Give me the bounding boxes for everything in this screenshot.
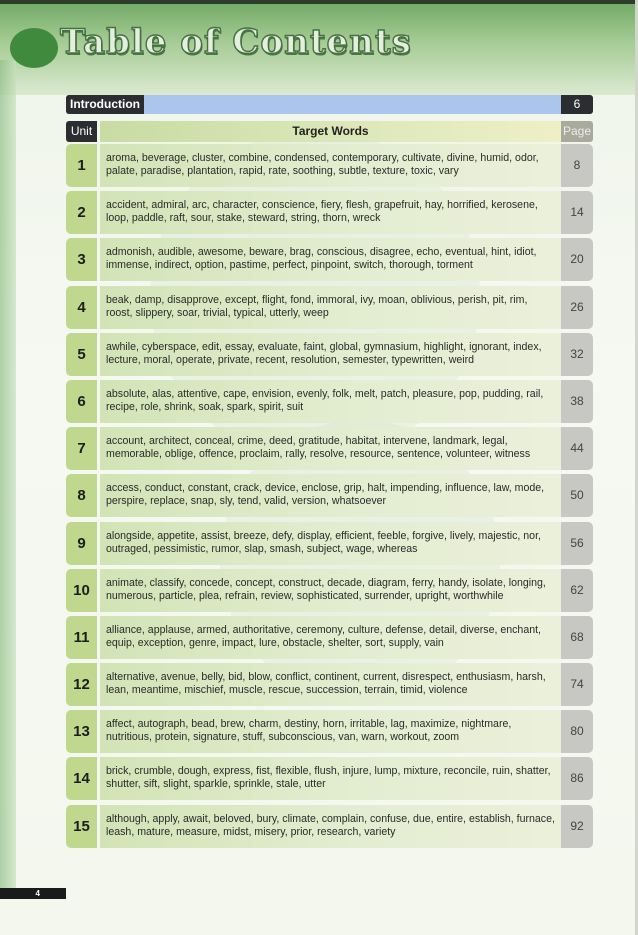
unit-number: 7	[66, 427, 97, 470]
unit-number: 2	[66, 191, 97, 234]
page-number: 32	[561, 333, 593, 376]
page-number: 14	[561, 191, 593, 234]
introduction-page: 6	[561, 95, 593, 114]
unit-number: 3	[66, 238, 97, 281]
target-words: alliance, applause, armed, authoritative, ceremony, culture, defense, detail, diverse, enchant, equip, exception, genre, impact, lure, obstacle, shelter, sort, supply, vain	[100, 616, 561, 659]
target-words: although, apply, await, beloved, bury, climate, complain, confuse, due, entire, establish, furnace, leash, mature, measure, midst, misery, prior, research, variety	[100, 805, 561, 848]
target-words: affect, autograph, bead, brew, charm, destiny, horn, irritable, lag, maximize, nightmare, nutritious, protein, signature, stuff, subconscious, van, warn, workout, zoom	[100, 710, 561, 753]
table-row	[66, 710, 593, 753]
table-row	[66, 616, 593, 659]
page-number: 44	[561, 427, 593, 470]
top-rule	[0, 0, 638, 4]
table-row	[66, 286, 593, 329]
unit-list	[66, 144, 593, 852]
table-row	[66, 663, 593, 706]
page-number: 62	[561, 569, 593, 612]
table-row	[66, 238, 593, 281]
target-words: brick, crumble, dough, express, fist, flexible, flush, injure, lump, mixture, reconcile, ruin, shatter, shutter, sift, slight, sparkle, sprinkle, stale, utter	[100, 757, 561, 800]
unit-number: 11	[66, 616, 97, 659]
unit-number: 15	[66, 805, 97, 848]
unit-number: 5	[66, 333, 97, 376]
page-number: 8	[561, 144, 593, 187]
header-target-words: Target Words	[100, 121, 561, 142]
page-number: 68	[561, 616, 593, 659]
unit-number: 12	[66, 663, 97, 706]
table-header	[66, 121, 593, 142]
table-row	[66, 569, 593, 612]
introduction-label: Introduction	[66, 95, 144, 114]
target-words: alternative, avenue, belly, bid, blow, conflict, continent, current, disrespect, enthusiasm, harsh, lean, meantime, mischief, muscle, rescue, succession, terrain, timid, violence	[100, 663, 561, 706]
target-words: awhile, cyberspace, edit, essay, evaluate, faint, global, gymnasium, highlight, ignorant, index, lecture, moral, operate, private, recent, resolution, semester, typewritten, weird	[100, 333, 561, 376]
unit-number: 9	[66, 522, 97, 565]
page-number: 38	[561, 380, 593, 423]
page-number: 20	[561, 238, 593, 281]
target-words: alongside, appetite, assist, breeze, defy, display, efficient, feeble, forgive, lively, majestic, nor, outraged, pessimistic, rumor, slap, smash, subject, wage, whereas	[100, 522, 561, 565]
table-row	[66, 474, 593, 517]
unit-number: 10	[66, 569, 97, 612]
introduction-row	[66, 95, 593, 114]
table-row	[66, 144, 593, 187]
page-number: 86	[561, 757, 593, 800]
target-words: access, conduct, constant, crack, device, enclose, grip, halt, impending, influence, law, mode, perspire, replace, snap, sly, tend, valid, version, whatsoever	[100, 474, 561, 517]
target-words: beak, damp, disapprove, except, flight, fond, immoral, ivy, moan, oblivious, perish, pit, rim, roost, slippery, soar, trivial, typical, utterly, weep	[100, 286, 561, 329]
page-number: 80	[561, 710, 593, 753]
page-title: Table of Contents	[60, 22, 412, 62]
unit-number: 14	[66, 757, 97, 800]
folio-page-number: 4	[0, 888, 66, 899]
title-ornament	[10, 28, 58, 68]
target-words: absolute, alas, attentive, cape, envision, evenly, folk, melt, patch, pleasure, pop, pudding, rail, recipe, role, shrink, soak, spark, spirit, suit	[100, 380, 561, 423]
table-row	[66, 757, 593, 800]
page-number: 50	[561, 474, 593, 517]
target-words: admonish, audible, awesome, beware, brag, conscious, disagree, echo, eventual, hint, idiot, immense, indirect, option, pastime, perfect, pinpoint, switch, thorough, torment	[100, 238, 561, 281]
page-number: 74	[561, 663, 593, 706]
unit-number: 1	[66, 144, 97, 187]
unit-number: 8	[66, 474, 97, 517]
unit-number: 6	[66, 380, 97, 423]
target-words: animate, classify, concede, concept, construct, decade, diagram, ferry, handy, isolate, longing, numerous, particle, plea, refrain, review, sophisticated, surrender, upright, worthwhile	[100, 569, 561, 612]
target-words: account, architect, conceal, crime, deed, gratitude, habitat, intervene, landmark, legal, memorable, oblige, offence, proclaim, rally, resolve, resource, sentence, volunteer, witness	[100, 427, 561, 470]
table-row	[66, 191, 593, 234]
header-page: Page	[561, 121, 593, 142]
table-row	[66, 380, 593, 423]
left-margin-strip	[0, 60, 16, 890]
page-number: 26	[561, 286, 593, 329]
table-row	[66, 427, 593, 470]
table-row	[66, 805, 593, 848]
unit-number: 4	[66, 286, 97, 329]
target-words: accident, admiral, arc, character, conscience, fiery, flesh, grapefruit, hay, horrified, kerosene, loop, paddle, raft, sour, stake, steward, string, thorn, wreck	[100, 191, 561, 234]
table-row	[66, 522, 593, 565]
table-row	[66, 333, 593, 376]
page-number: 56	[561, 522, 593, 565]
header-unit: Unit	[66, 121, 97, 142]
unit-number: 13	[66, 710, 97, 753]
page-number: 92	[561, 805, 593, 848]
target-words: aroma, beverage, cluster, combine, condensed, contemporary, cultivate, divine, humid, odor, palate, paradise, plantation, rapid, rate, soothing, subtle, texture, toxic, vary	[100, 144, 561, 187]
